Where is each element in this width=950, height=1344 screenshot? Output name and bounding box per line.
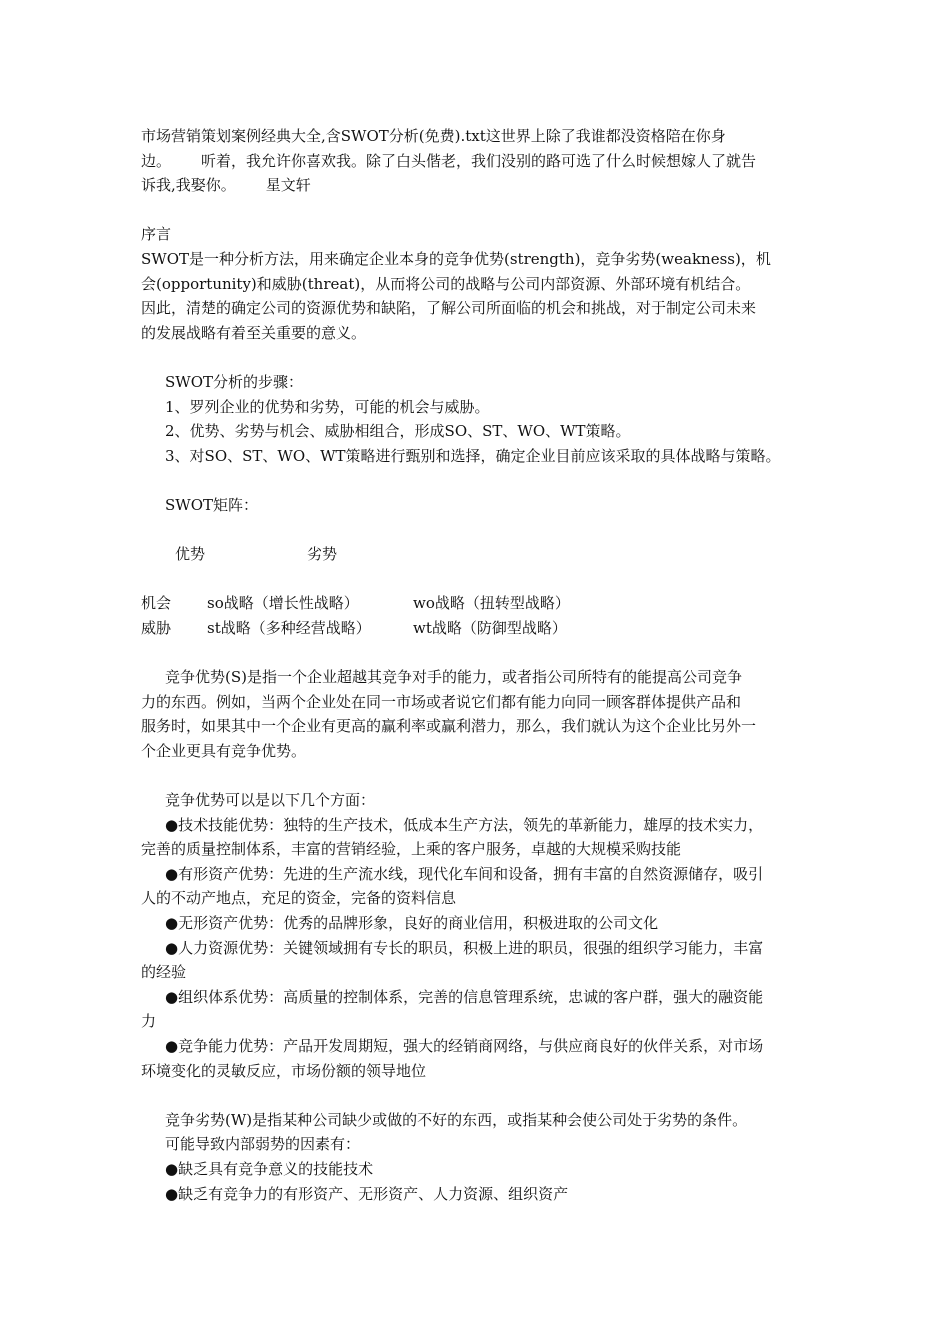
weakness-line: 竞争劣势(W)是指某种公司缺少或做的不好的东西，或指某种会使公司处于劣势的条件。 <box>165 1110 748 1129</box>
matrix-cell: wt战略（防御型战略） <box>413 618 567 637</box>
header-line-2 <box>141 149 813 174</box>
matrix-row <box>141 616 813 641</box>
step-item: 2、优势、劣势与机会、威胁相组合，形成SO、ST、WO、WT策略。 <box>165 422 631 441</box>
weakness-line: 可能导致内部弱势的因素有： <box>165 1135 361 1154</box>
matrix-header <box>141 542 813 567</box>
header-text: 诉我,我娶你。 <box>141 176 236 195</box>
aspects-title: 竞争优势可以是以下几个方面： <box>165 791 376 810</box>
document-body <box>141 124 813 1206</box>
header-text: 听着，我允许你喜欢我。除了白头偕老，我们没别的路可选了什么时候想嫁人了就告 <box>201 151 757 170</box>
matrix-title: SWOT矩阵： <box>165 495 258 514</box>
matrix-cell: st战略（多种经营战略） <box>207 618 371 637</box>
matrix-cell: wo战略（扭转型战略） <box>413 594 570 613</box>
preface-line: 的发展战略有着至关重要的意义。 <box>141 323 367 342</box>
matrix-row-label: 威胁 <box>141 618 172 637</box>
header-text: 边。 <box>141 151 172 170</box>
bullet-line: 的经验 <box>141 963 187 982</box>
matrix-cell: so战略（增长性战略） <box>207 594 359 613</box>
preface-line: SWOT是一种分析方法，用来确定企业本身的竞争优势(strength)，竞争劣势(weakness)，机 <box>141 249 771 268</box>
strength-line: 服务时，如果其中一个企业有更高的赢利率或赢利潜力，那么，我们就认为这个企业比另外一 <box>141 717 757 736</box>
bullet-line: ●有形资产优势：先进的生产流水线，现代化车间和设备，拥有丰富的自然资源储存，吸引 <box>165 864 764 883</box>
steps-title: SWOT分析的步骤： <box>165 372 303 391</box>
bullet-line: ●竞争能力优势：产品开发周期短，强大的经销商网络，与供应商良好的伙伴关系，对市场 <box>165 1036 764 1055</box>
header-line-1: 市场营销策划案例经典大全,含SWOT分析(免费).txt这世界上除了我谁都没资格陪在你身 <box>141 127 726 145</box>
preface-line: 因此，清楚的确定公司的资源优势和缺陷，了解公司所面临的机会和挑战，对于制定公司未来 <box>141 299 757 318</box>
bullet-line: ●缺乏具有竞争意义的技能技术 <box>165 1159 374 1178</box>
matrix-row <box>141 591 813 616</box>
matrix-col-strength: 优势 <box>175 545 206 564</box>
header-line-3 <box>141 173 813 198</box>
bullet-line: ●缺乏有竞争力的有形资产、无形资产、人力资源、组织资产 <box>165 1184 569 1203</box>
bullet-line: 力 <box>141 1012 157 1031</box>
preface-title: 序言 <box>141 225 172 244</box>
strength-line: 个企业更具有竞争优势。 <box>141 741 307 760</box>
step-item: 1、罗列企业的优势和劣势，可能的机会与威胁。 <box>165 397 490 416</box>
bullet-line: ●人力资源优势：关键领域拥有专长的职员，积极上进的职员，很强的组织学习能力，丰富 <box>165 938 764 957</box>
strength-line: 竞争优势(S)是指一个企业超越其竞争对手的能力，或者指公司所特有的能提高公司竞争 <box>165 668 742 687</box>
author-name: 星文轩 <box>265 176 311 195</box>
bullet-line: ●组织体系优势：高质量的控制体系，完善的信息管理系统，忠诚的客户群，强大的融资能 <box>165 987 764 1006</box>
preface-line: 会(opportunity)和威胁(threat)，从而将公司的战略与公司内部资源、外部环境有机结合。 <box>141 274 751 293</box>
bullet-line: 人的不动产地点，充足的资金，完备的资料信息 <box>141 889 457 908</box>
bullet-line: ●技术技能优势：独特的生产技术，低成本生产方法，领先的革新能力，雄厚的技术实力， <box>165 815 764 834</box>
strength-line: 力的东西。例如，当两个企业处在同一市场或者说它们都有能力向同一顾客群体提供产品和 <box>141 692 742 711</box>
matrix-col-weakness: 劣势 <box>307 545 338 564</box>
matrix-row-label: 机会 <box>141 594 172 613</box>
bullet-line: 完善的质量控制体系，丰富的营销经验，上乘的客户服务，卓越的大规模采购技能 <box>141 840 682 859</box>
bullet-line: ●无形资产优势：优秀的品牌形象，良好的商业信用，积极进取的公司文化 <box>165 914 659 932</box>
step-item: 3、对SO、ST、WO、WT策略进行甄别和选择，确定企业目前应该采取的具体战略与策略。 <box>165 446 781 465</box>
bullet-line: 环境变化的灵敏反应，市场份额的领导地位 <box>141 1061 427 1080</box>
